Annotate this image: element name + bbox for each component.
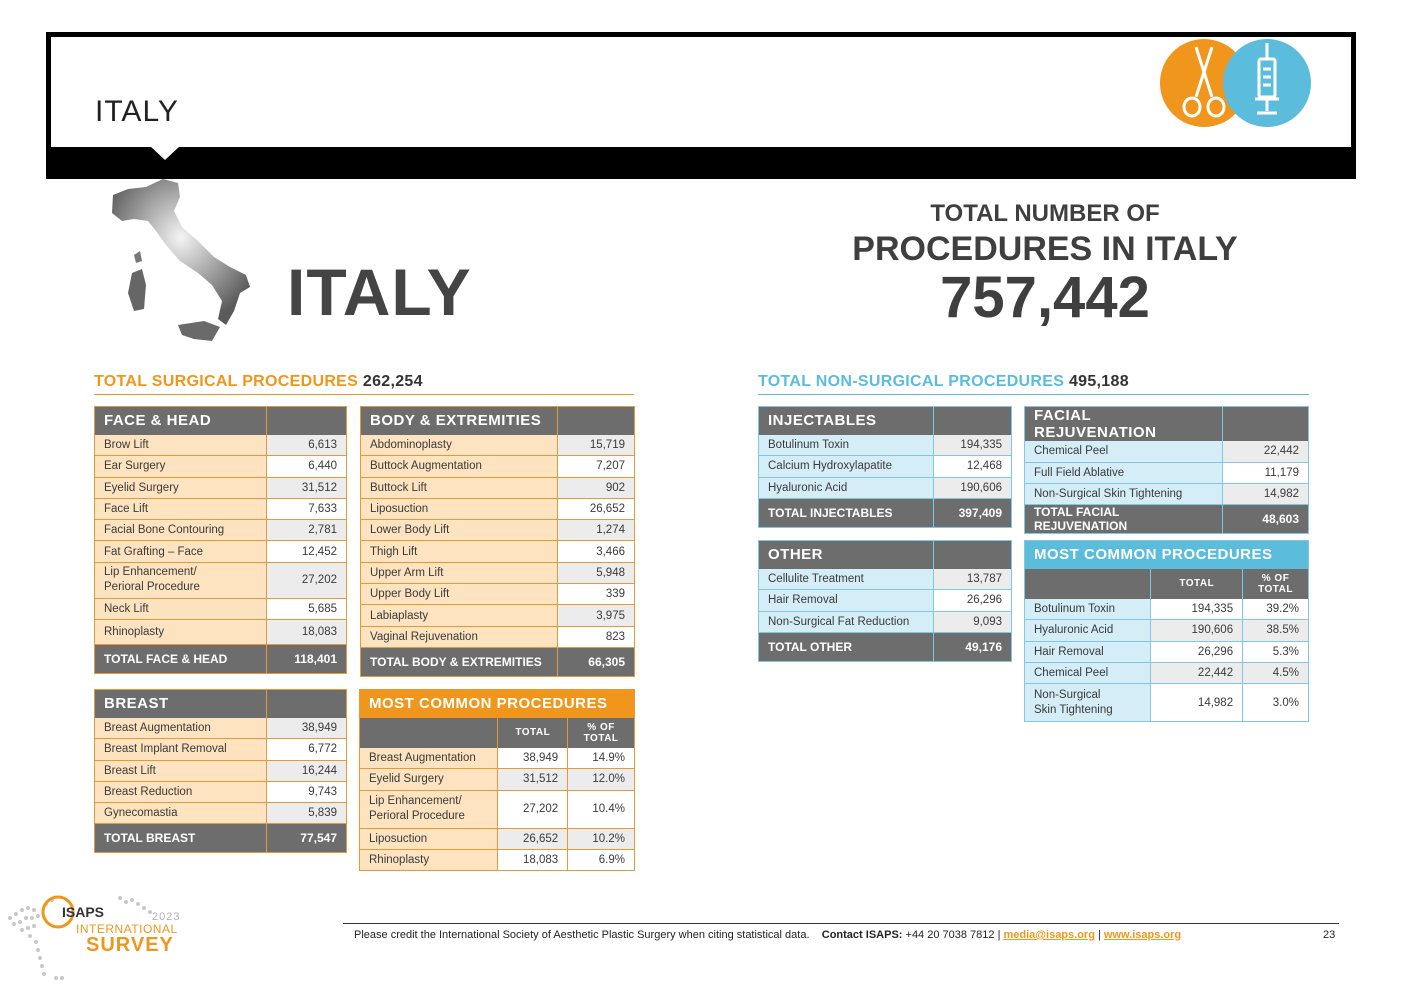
row-label: Buttock Augmentation [361,456,558,477]
total-row [1025,505,1309,534]
row-label: Breast Implant Removal [95,739,267,760]
table-row [95,456,347,477]
total-value: 77,547 [267,824,347,853]
row-label: Thigh Lift [361,541,558,562]
row-label-line2: Perioral Procedure [104,581,200,594]
footer-phone: +44 20 7038 7812 | [905,929,1001,941]
total-heading-line1: TOTAL NUMBER OF [930,200,1160,227]
table-row [759,456,1012,477]
row-value: 5,948 [558,562,635,583]
row-value: 823 [558,626,635,647]
table-row [360,849,635,870]
row-label: Upper Body Lift [361,584,558,605]
footer-credit-text: Please credit the International Society of Aesthetic Plastic Surgery when citing statistical data. [354,929,810,941]
row-value: 339 [558,584,635,605]
row-label-line1: Non-Surgical [1034,688,1101,701]
total-row [95,824,347,853]
row-label: Labiaplasty [361,605,558,626]
table-row [1025,599,1309,620]
nonsurgical-section-header [758,373,1309,395]
table-row [1025,641,1309,662]
row-label: Brow Lift [95,435,267,456]
footer-divider [343,923,1339,924]
table-title-blank [558,407,635,435]
row-value: 26,296 [934,590,1012,611]
row-pct: 3.0% [1243,684,1309,722]
row-value: 16,244 [267,760,347,781]
row-value: 7,633 [267,498,347,519]
row-value: 6,613 [267,435,347,456]
row-value: 12,452 [267,541,347,562]
row-value: 190,606 [934,477,1012,498]
table-row [1025,441,1309,462]
row-label: Hyaluronic Acid [1025,620,1151,641]
row-value: 31,512 [267,477,347,498]
nonsurgical-label: TOTAL NON-SURGICAL PROCEDURES [758,373,1065,390]
table-row [95,620,347,645]
col-blank [1025,569,1151,599]
row-value: 18,083 [498,849,568,870]
row-label: Full Field Ablative [1025,462,1223,483]
row-value: 27,202 [498,790,568,828]
row-value: 5,685 [267,598,347,619]
row-pct: 4.5% [1243,662,1309,683]
table-row [95,435,347,456]
total-label: TOTAL FACIAL REJUVENATION [1025,505,1223,534]
row-label: Abdominoplasty [361,435,558,456]
table-row [759,590,1012,611]
row-value: 38,949 [498,748,568,769]
total-procedures-value: 757,442 [940,265,1150,330]
row-label: Gynecomastia [95,803,267,824]
row-pct: 6.9% [568,849,635,870]
breast-table [94,689,347,853]
logo-org: ISAPS [62,904,105,920]
table-title: INJECTABLES [759,407,934,435]
table-row [95,541,347,562]
syringe-icon [1223,39,1311,127]
total-label: TOTAL FACE & HEAD [95,645,267,674]
col-blank [360,718,498,748]
row-label: Facial Bone Contouring [95,520,267,541]
table-row [360,769,635,790]
row-value: 3,975 [558,605,635,626]
row-value: 9,093 [934,611,1012,632]
row-label: Calcium Hydroxylapatite [759,456,934,477]
row-pct: 12.0% [568,769,635,790]
isaps-survey-logo [0,878,190,988]
country-heading: ITALY [287,255,472,329]
table-row [361,541,635,562]
table-row [1025,620,1309,641]
logo-line2: SURVEY [86,934,174,956]
row-label: Botulinum Toxin [1025,599,1151,620]
row-label: Breast Reduction [95,781,267,802]
row-value: 190,606 [1151,620,1243,641]
row-label: Fat Grafting – Face [95,541,267,562]
table-title: BODY & EXTREMITIES [361,407,558,435]
table-row [361,562,635,583]
row-label: Lower Body Lift [361,520,558,541]
table-row [361,435,635,456]
table-row [95,598,347,619]
total-heading-line2: PROCEDURES IN ITALY [852,230,1238,268]
table-row [95,781,347,802]
table-row [95,803,347,824]
row-pct: 10.4% [568,790,635,828]
surgical-most-common-table [359,689,635,871]
table-row [95,718,347,739]
row-pct: 38.5% [1243,620,1309,641]
table-title: OTHER [759,541,934,569]
row-value: 194,335 [1151,599,1243,620]
row-label: Rhinoplasty [360,849,498,870]
total-label: TOTAL BODY & EXTREMITIES [361,647,558,676]
footer-web-link[interactable]: www.isaps.org [1103,929,1182,941]
footer-contact-label: Contact ISAPS: [821,929,903,941]
row-label: Upper Arm Lift [361,562,558,583]
row-pct: 39.2% [1243,599,1309,620]
table-row [1025,484,1309,505]
total-label: TOTAL OTHER [759,632,934,661]
row-label: Cellulite Treatment [759,569,934,590]
row-value: 6,440 [267,456,347,477]
injectables-table [758,406,1012,528]
surgical-label: TOTAL SURGICAL PROCEDURES [94,373,359,390]
total-value: 66,305 [558,647,635,676]
col-pct [1243,569,1309,599]
col-pct [568,718,635,748]
row-label: Liposuction [361,498,558,519]
row-label: Botulinum Toxin [759,435,934,456]
row-label: Ear Surgery [95,456,267,477]
row-label: Non-Surgical Skin Tightening [1025,484,1223,505]
col-pct-line2: TOTAL [1258,583,1293,595]
row-label: Hair Removal [1025,641,1151,662]
footer-separator: | [1097,929,1101,941]
row-value: 7,207 [558,456,635,477]
row-value: 3,466 [558,541,635,562]
italy-map-image [108,175,258,345]
table-title-blank [1223,407,1309,442]
table-title-blank [267,690,347,718]
table-row [361,605,635,626]
logo-year: 2023 [152,911,181,923]
row-label: Rhinoplasty [95,620,267,645]
row-label-line2: Perioral Procedure [369,810,465,823]
table-row [759,435,1012,456]
row-value: 18,083 [267,620,347,645]
row-label: Chemical Peel [1025,662,1151,683]
table-row [759,477,1012,498]
table-row [95,477,347,498]
row-value: 14,982 [1223,484,1309,505]
logo-line1: INTERNATIONAL [76,922,178,936]
row-label: Buttock Lift [361,477,558,498]
row-value: 5,839 [267,803,347,824]
row-value: 26,296 [1151,641,1243,662]
total-label: TOTAL INJECTABLES [759,498,934,527]
table-title: FACIAL REJUVENATION [1025,407,1223,442]
col-total: TOTAL [1151,569,1243,599]
row-value: 902 [558,477,635,498]
table-title-blank [934,541,1012,569]
table-row [361,456,635,477]
surgical-total: 262,254 [362,373,423,390]
row-label [95,562,267,598]
row-label: Vaginal Rejuvenation [361,626,558,647]
table-row [361,520,635,541]
table-title-blank [934,407,1012,435]
surgical-section-header [94,373,634,395]
row-label-line1: Lip Enhancement/ [104,566,197,579]
row-label: Eyelid Surgery [360,769,498,790]
footer-credit [354,929,1181,941]
row-value: 15,719 [558,435,635,456]
nonsurgical-most-common-table [1024,540,1309,722]
row-value: 22,442 [1151,662,1243,683]
body-extremities-table [360,406,635,677]
total-row [759,498,1012,527]
col-pct-line2: TOTAL [583,732,619,744]
table-row [361,584,635,605]
row-value: 26,652 [498,828,568,849]
total-value: 48,603 [1223,505,1309,534]
table-row [1025,662,1309,683]
total-row [759,632,1012,661]
row-pct: 10.2% [568,828,635,849]
table-title: MOST COMMON PROCEDURES [360,690,635,718]
total-value: 49,176 [934,632,1012,661]
row-value: 12,468 [934,456,1012,477]
table-title-blank [267,407,347,435]
total-row [361,647,635,676]
row-label [1025,684,1151,722]
row-label-line2: Skin Tightening [1034,703,1113,716]
row-value: 22,442 [1223,441,1309,462]
row-value: 13,787 [934,569,1012,590]
row-value: 26,652 [558,498,635,519]
row-label: Breast Lift [95,760,267,781]
row-label: Neck Lift [95,598,267,619]
page-title: ITALY [95,95,179,128]
row-label-line1: Lip Enhancement/ [369,795,462,808]
table-title: FACE & HEAD [95,407,267,435]
table-row [759,569,1012,590]
row-label: Eyelid Surgery [95,477,267,498]
table-row [1025,462,1309,483]
table-row [95,562,347,598]
page-number: 23 [1323,929,1336,941]
footer-email-link[interactable]: media@isaps.org [1003,929,1095,941]
row-value: 1,274 [558,520,635,541]
row-pct: 5.3% [1243,641,1309,662]
row-value: 14,982 [1151,684,1243,722]
col-total: TOTAL [498,718,568,748]
table-title: MOST COMMON PROCEDURES [1025,541,1309,569]
row-label: Hair Removal [759,590,934,611]
table-row [1025,684,1309,722]
table-row [95,760,347,781]
table-row [95,520,347,541]
row-value: 2,781 [267,520,347,541]
other-table [758,540,1012,662]
table-row [95,498,347,519]
row-value: 9,743 [267,781,347,802]
table-row [360,748,635,769]
table-row [361,477,635,498]
nonsurgical-total: 495,188 [1068,373,1129,390]
table-title: BREAST [95,690,267,718]
row-label: Breast Augmentation [360,748,498,769]
table-row [360,828,635,849]
row-pct: 14.9% [568,748,635,769]
row-label: Face Lift [95,498,267,519]
row-value: 31,512 [498,769,568,790]
header-notch [150,146,180,160]
row-label: Liposuction [360,828,498,849]
table-row [759,611,1012,632]
table-row [95,739,347,760]
table-row [361,626,635,647]
col-pct-line1: % OF [1261,572,1290,584]
table-row [360,790,635,828]
row-label [360,790,498,828]
row-label: Chemical Peel [1025,441,1223,462]
total-value: 118,401 [267,645,347,674]
row-value: 38,949 [267,718,347,739]
row-label: Hyaluronic Acid [759,477,934,498]
row-value: 11,179 [1223,462,1309,483]
row-value: 194,335 [934,435,1012,456]
face-head-table [94,406,347,674]
table-row [361,498,635,519]
row-label: Non-Surgical Fat Reduction [759,611,934,632]
row-value: 6,772 [267,739,347,760]
row-label: Breast Augmentation [95,718,267,739]
total-label: TOTAL BREAST [95,824,267,853]
col-pct-line1: % OF [587,721,615,733]
row-value: 27,202 [267,562,347,598]
total-value: 397,409 [934,498,1012,527]
total-row [95,645,347,674]
facial-rejuvenation-table [1024,406,1309,534]
